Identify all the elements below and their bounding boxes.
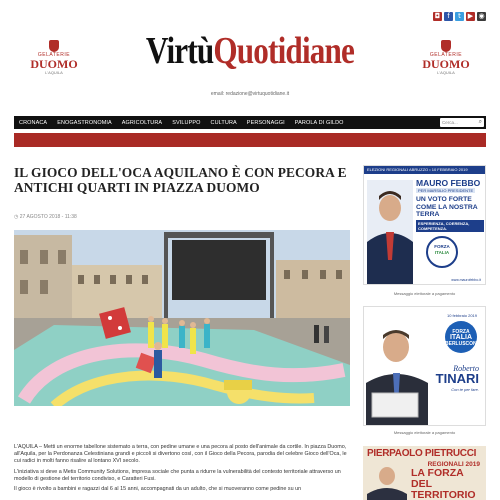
ad-sub-text: L'AQUILA xyxy=(45,70,63,75)
ad2-first-name: Roberto xyxy=(453,364,479,373)
instagram-icon[interactable]: ◘ xyxy=(434,12,441,20)
article-photo[interactable] xyxy=(14,230,350,406)
logo-line2: ITALIA xyxy=(449,334,473,341)
ad-brand-text: DUOMO xyxy=(30,57,78,71)
logo-line1: FORZA xyxy=(434,244,450,249)
party-logo-icon xyxy=(445,321,477,353)
ad-small-text: GELATERIE xyxy=(37,52,71,58)
article-photo-illustration xyxy=(14,230,350,406)
nav-item-agricoltura[interactable]: AGRICOLTURA xyxy=(121,119,163,126)
candidate-photo xyxy=(366,317,428,426)
header-ad-right[interactable] xyxy=(404,40,488,75)
rss-icon[interactable]: ◉ xyxy=(478,12,485,20)
nav-item-cronaca[interactable]: CRONACA xyxy=(19,119,48,126)
accent-bar xyxy=(14,133,486,147)
article-paragraph: Il gioco è rivolto a bambini e ragazzi dal 6 al 15 anni, accompagnati da un adulto, che si muoveranno come pedine su un xyxy=(14,486,302,493)
ad3-slogan: LA FORZA DEL TERRITORIO xyxy=(411,467,476,500)
logo-line1: FORZA xyxy=(452,329,470,335)
ad-small-text: GELATERIE xyxy=(429,52,463,58)
ad2-last-name: TINARI xyxy=(435,371,479,386)
ad-disclaimer: Messaggio elettorale a pagamento xyxy=(393,430,456,435)
search-input[interactable] xyxy=(440,118,484,127)
logo-line2: ITALIA xyxy=(434,250,450,255)
social-links xyxy=(433,12,486,21)
article-body xyxy=(14,444,350,496)
sidebar-ad-tinari[interactable] xyxy=(363,306,486,426)
sidebar-ad-pietrucci[interactable] xyxy=(363,446,486,500)
ad1-slogan: UN VOTO FORTE COME LA NOSTRA TERRA xyxy=(416,196,478,218)
ad3-election: REGIONALI 2019 xyxy=(427,461,480,468)
crest-icon xyxy=(441,40,451,52)
youtube-icon[interactable]: ▶ xyxy=(467,12,474,20)
twitter-icon[interactable]: t xyxy=(455,12,464,21)
nav-item-parola-di-gildo[interactable]: PAROLA DI GILDO xyxy=(294,119,344,126)
logo-line3: BERLUSCONI xyxy=(445,341,479,347)
ad1-site: www.maurofebbo.it xyxy=(451,278,481,282)
clock-icon: ◷ xyxy=(14,214,19,220)
ad1-role: PER MARSILIO PRESIDENTE xyxy=(418,188,474,193)
nav-item-personaggi[interactable]: PERSONAGGI xyxy=(246,119,285,126)
ad3-candidate-name: PIERPAOLO PIETRUCCI xyxy=(367,448,477,459)
contact-email[interactable]: email: redazione@virtuquotidiane.it xyxy=(210,91,290,97)
site-logo[interactable] xyxy=(45,28,455,74)
ad2-date: 10 febbraio 2019 xyxy=(446,313,477,318)
nav-item-sviluppo[interactable]: SVILUPPO xyxy=(172,119,201,126)
candidate-photo xyxy=(367,180,413,284)
main-nav xyxy=(14,116,486,129)
article-paragraph: L'AQUILA – Metti un enorme tabellone sistemato a terra, con pedine umane e una pecora al posto dell'animale da cortile. In piazza Duomo, all'Aquila, per la Perdonanza Celestiniana grandi e piccoli si divertono così, con il Gioco della Pecora, parodia del celebre Gioco dell'Oca, le cui radici in molti fanno risalire al lontano XVI secolo. xyxy=(14,444,347,465)
nav-item-enogastronomia[interactable]: ENOGASTRONOMIA xyxy=(57,119,112,126)
logo-part2: Quotidiane xyxy=(213,30,355,72)
article-title: IL GIOCO DELL'OCA AQUILANO È CON PECORA E ANTICHI QUARTI IN PIAZZA DUOMO xyxy=(14,165,347,195)
ad-sub-text: L'AQUILA xyxy=(437,70,455,75)
article-date xyxy=(14,214,77,220)
candidate-photo xyxy=(367,462,407,500)
search-icon[interactable]: ⌕ xyxy=(478,119,482,125)
article-date-text: 27 AGOSTO 2018 - 11:38 xyxy=(19,214,77,220)
logo-part1: Virtù xyxy=(145,30,214,72)
ad2-tagline: Con te per fare. xyxy=(451,387,479,392)
ad-brand-text: DUOMO xyxy=(422,57,470,71)
search-placeholder: Cerca... xyxy=(442,120,458,125)
sidebar-ad-febbo[interactable] xyxy=(363,165,486,285)
ad1-candidate-name: MAURO FEBBO xyxy=(416,178,481,188)
ad1-tags: ESPERIENZA, COERENZA, COMPETENZA. xyxy=(416,220,484,232)
site-header xyxy=(0,26,500,96)
facebook-icon[interactable]: f xyxy=(444,12,453,21)
nav-item-cultura[interactable]: CULTURA xyxy=(210,119,237,126)
article-paragraph: L'iniziativa si deve a Metis Community Solutions, impresa sociale che punta a ridurre la vulnerabilità del contesto territoriale attraverso un modello di gestione del territorio condiviso, e Caratteri Fusi. xyxy=(14,468,341,482)
ad-disclaimer: Messaggio elettorale a pagamento xyxy=(393,291,456,296)
ad1-banner: ELEZIONI REGIONALI ABRUZZO • 10 FEBBRAIO 2019 xyxy=(364,166,485,174)
party-logo-icon xyxy=(426,236,458,268)
